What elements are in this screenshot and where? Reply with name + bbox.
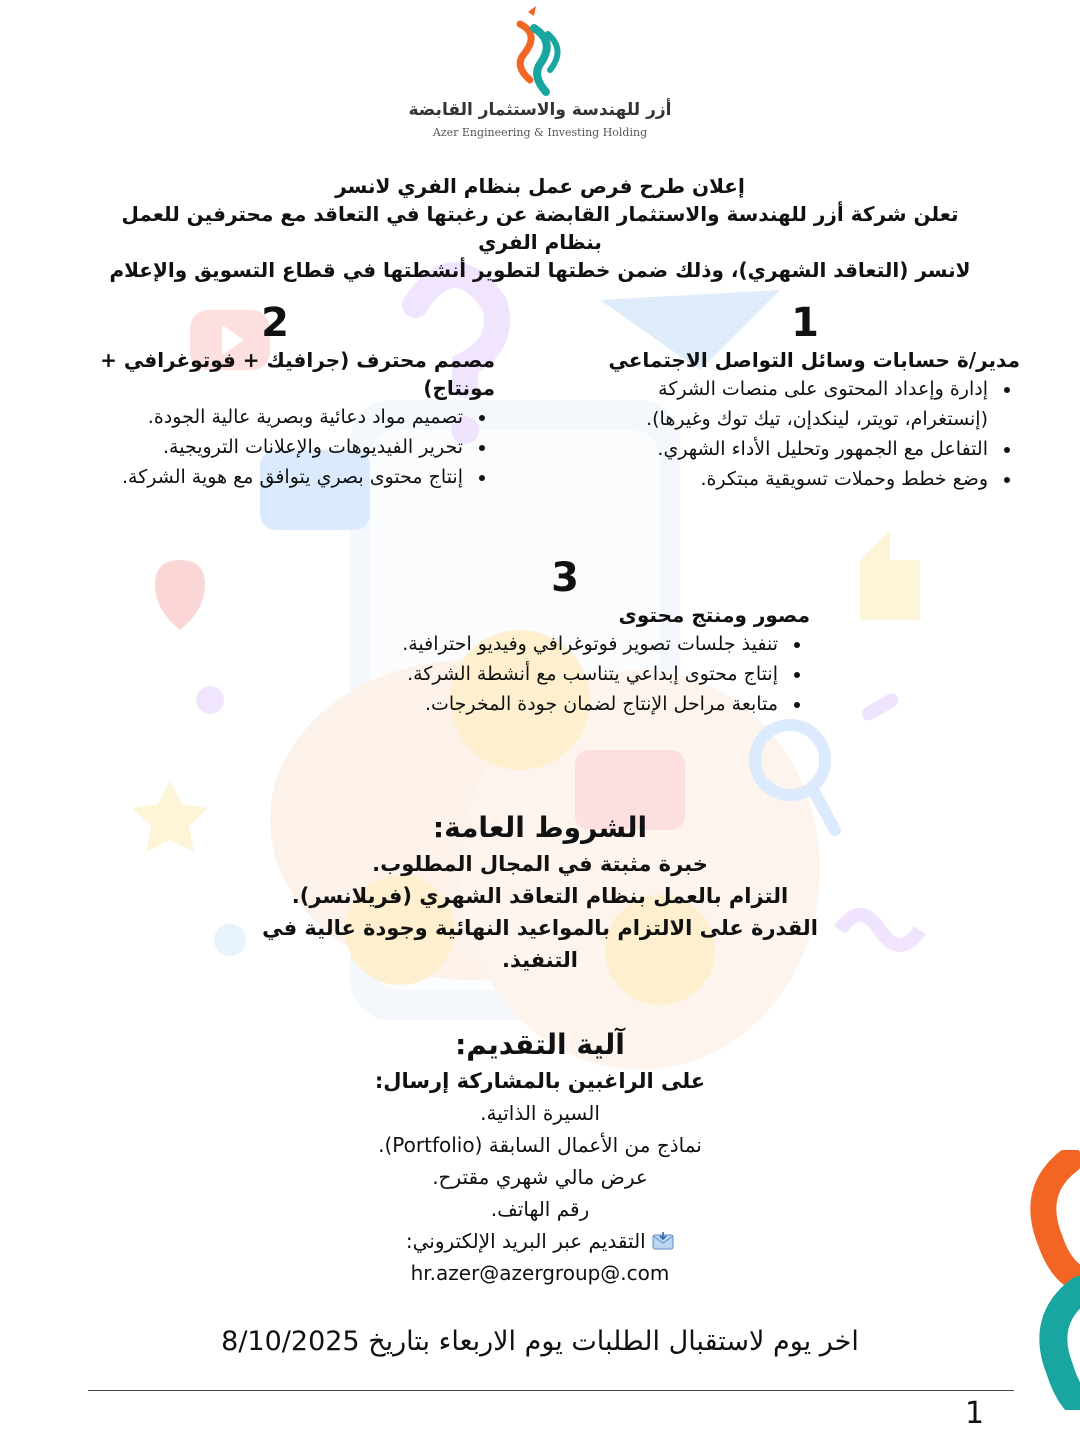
azer-logo-icon — [490, 4, 580, 104]
position-duties — [55, 402, 495, 492]
page-number: 1 — [965, 1396, 985, 1431]
terms-heading: الشروط العامة: — [432, 811, 648, 844]
terms-item: القدرة على الالتزام بالمواعيد النهائية وجودة عالية في التنفيذ. — [262, 916, 818, 972]
general-terms — [260, 808, 820, 976]
list-item: • تحرير الفيديوهات والإعلانات الترويجية. — [55, 432, 467, 462]
email-label-row — [240, 1225, 840, 1257]
apply-item: رقم الهاتف. — [490, 1197, 590, 1221]
logo-name-english: Azer Engineering & Investing Holding — [432, 126, 648, 139]
list-item: • التفاعل مع الجمهور وتحليل الأداء الشهري. — [590, 434, 992, 464]
list-item: • متابعة مراحل الإنتاج لضمان جودة المخرجات. — [320, 689, 782, 719]
position-3 — [320, 555, 810, 719]
position-duties — [320, 629, 810, 719]
position-title: مدير/ة حسابات وسائل التواصل الاجتماعي — [608, 348, 1020, 372]
announcement-title: إعلان طرح فرص عمل بنظام الفري لانسر — [335, 174, 745, 198]
list-item: • وضع خطط وحملات تسويقية مبتكرة. — [590, 464, 992, 494]
announcement-header — [90, 172, 990, 284]
position-1 — [590, 300, 1020, 494]
deadline-note: اخر يوم لاستقبال الطلبات يوم الاربعاء بتاريخ 8/10/2025 — [221, 1326, 859, 1357]
apply-intro: على الراغبين بالمشاركة إرسال: — [374, 1069, 706, 1093]
position-number: 2 — [261, 300, 289, 346]
corner-logo-icon — [1030, 1150, 1080, 1410]
list-item: • إنتاج محتوى إبداعي يتناسب مع أنشطة الشركة. — [320, 659, 782, 689]
terms-item: التزام بالعمل بنظام التعاقد الشهري (فريلانسر). — [291, 884, 789, 908]
apply-item: السيرة الذاتية. — [480, 1101, 600, 1125]
list-item: • تنفيذ جلسات تصوير فوتوغرافي وفيديو احترافية. — [320, 629, 782, 659]
announcement-line-1: تعلن شركة أزر للهندسة والاستثمار القابضة عن رغبتها في التعاقد مع محترفين للعمل بنظام الفري — [121, 202, 959, 254]
email-label: التقديم عبر البريد الإلكتروني: — [405, 1229, 646, 1253]
list-item: • إدارة وإعداد المحتوى على منصات الشركة (إنستغرام، تويتر، لينكدإن، تيك توك وغيرها). — [590, 374, 992, 434]
application-section — [240, 1025, 840, 1289]
position-title: مصور ومنتج محتوى — [618, 603, 810, 627]
logo-name-arabic: أزر للهندسة والاستثمار القابضة — [408, 100, 672, 120]
list-item: • تصميم مواد دعائية وبصرية عالية الجودة. — [55, 402, 467, 432]
footer-divider — [88, 1390, 1014, 1391]
envelope-icon — [652, 1232, 674, 1250]
email-address[interactable]: hr.azer@azergroup@.com — [410, 1261, 670, 1285]
list-item: • إنتاج محتوى بصري يتوافق مع هوية الشركة. — [55, 462, 467, 492]
position-title: مصمم محترف (جرافيك + فوتوغرافي + مونتاج) — [100, 348, 495, 400]
apply-heading: آلية التقديم: — [455, 1028, 625, 1061]
position-duties — [590, 374, 1020, 494]
position-2 — [55, 300, 495, 492]
terms-item: خبرة مثبتة في المجال المطلوب. — [372, 852, 708, 876]
announcement-line-2: لانسر (التعاقد الشهري)، وذلك ضمن خطتها لتطوير أنشطتها في قطاع التسويق والإعلام — [109, 258, 971, 282]
apply-item: نماذج من الأعمال السابقة (Portfolio). — [378, 1133, 702, 1157]
position-number: 1 — [791, 300, 819, 346]
position-number: 3 — [551, 555, 579, 601]
apply-item: عرض مالي شهري مقترح. — [432, 1165, 648, 1189]
